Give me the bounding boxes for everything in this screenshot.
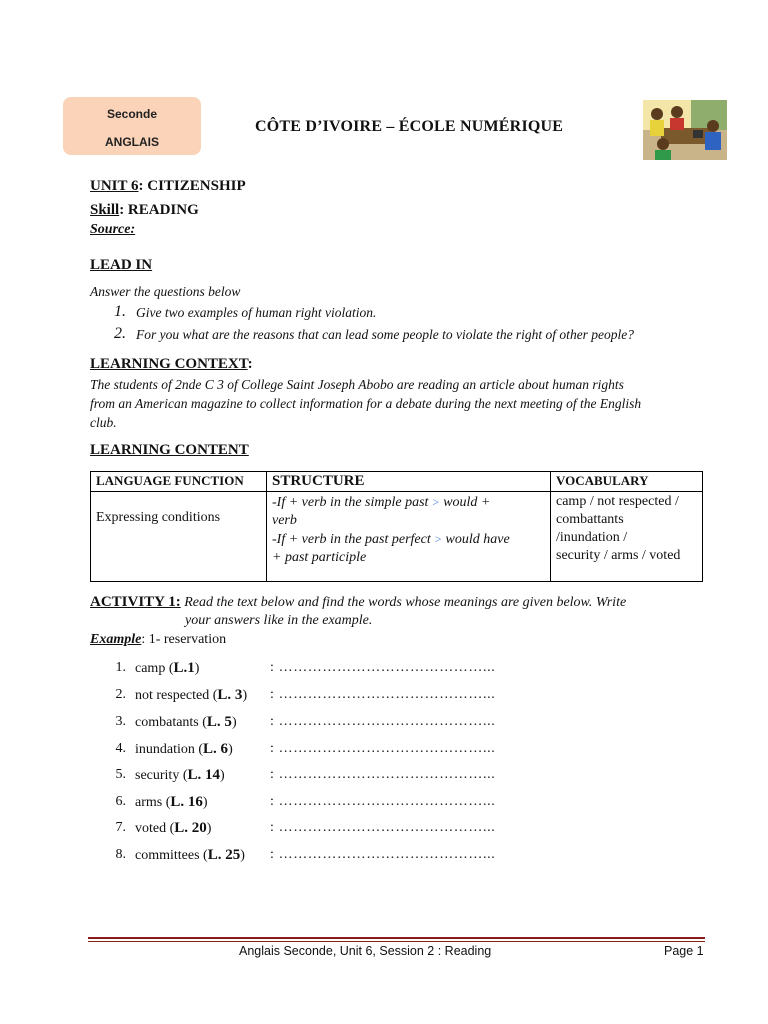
- item-number: 3.: [115, 714, 126, 729]
- answer-blank: : ……………………………………...: [270, 820, 496, 835]
- unit-value: : CITIZENSHIP: [138, 178, 246, 194]
- question-item: [114, 327, 714, 345]
- skill-value: : READING: [119, 202, 199, 218]
- structure-text: would +: [443, 495, 491, 510]
- line-ref: L.1: [173, 660, 195, 676]
- header-language-function: LANGUAGE FUNCTION: [91, 472, 267, 492]
- item-word: [135, 767, 225, 784]
- answer-blank: : ……………………………………...: [270, 847, 496, 862]
- activity-line-1: [90, 594, 626, 611]
- word-text: arms (: [135, 795, 171, 810]
- answer-blank: : ……………………………………...: [270, 660, 496, 675]
- answer-blank: : ……………………………………...: [270, 767, 496, 782]
- page-number: Page 1: [664, 944, 704, 958]
- footer-rule: [88, 937, 705, 939]
- line-ref: L. 5: [206, 714, 232, 730]
- line-ref: L. 20: [174, 820, 207, 836]
- classroom-illustration-icon: [643, 100, 727, 160]
- list-item: [112, 820, 612, 840]
- item-word: [135, 741, 233, 758]
- answer-blank: : ……………………………………...: [270, 741, 496, 756]
- question-text: Give two examples of human right violation.: [136, 305, 377, 320]
- item-number: 6.: [115, 794, 126, 809]
- vocabulary-cell: [551, 492, 703, 582]
- learning-context-heading: [90, 356, 253, 373]
- line-ref: L. 25: [207, 847, 241, 863]
- word-close: ): [202, 795, 208, 810]
- structure-text: verb: [272, 513, 297, 528]
- question-text: For you what are the reasons that can lead some people to violate the right of other people?: [136, 327, 635, 342]
- item-word: [135, 794, 208, 811]
- unit-label: UNIT 6: [90, 178, 139, 194]
- list-item: [112, 714, 612, 734]
- word-close: ): [206, 821, 212, 836]
- structure-cell: [267, 492, 551, 582]
- header-structure: STRUCTURE: [267, 472, 551, 492]
- context-line: from an American magazine to collect information for a debate during the next meeting of the English: [90, 396, 642, 411]
- learning-content-heading: LEARNING CONTENT: [90, 442, 249, 458]
- word-text: committees (: [135, 848, 208, 863]
- question-item: [114, 305, 714, 323]
- structure-text: + past participle: [272, 550, 367, 565]
- structure-text: would have: [445, 532, 510, 547]
- vocabulary-line: security / arms / voted: [556, 548, 681, 563]
- list-item: [112, 687, 612, 707]
- answer-blank: : ……………………………………...: [270, 687, 496, 702]
- question-number: 2.: [114, 325, 126, 342]
- learning-content-table: [90, 471, 703, 582]
- lead-in-heading: LEAD IN: [90, 257, 153, 273]
- item-word: [135, 847, 245, 864]
- line-ref: L. 3: [217, 687, 243, 703]
- word-close: ): [242, 688, 248, 703]
- skill-label: Skill: [90, 202, 120, 218]
- learning-context-body: [90, 375, 710, 432]
- learning-context-title: LEARNING CONTEXT: [90, 356, 248, 372]
- item-number: 5.: [115, 767, 126, 782]
- answer-blank: : ……………………………………...: [270, 714, 496, 729]
- item-number: 1.: [115, 660, 126, 675]
- item-number: 7.: [115, 820, 126, 835]
- source-label: Source:: [90, 222, 136, 237]
- item-word: [135, 820, 211, 837]
- word-text: combatants (: [135, 715, 207, 730]
- item-number: 2.: [115, 687, 126, 702]
- item-number: 8.: [115, 847, 126, 862]
- word-text: security (: [135, 768, 188, 783]
- example-value: : 1- reservation: [141, 632, 227, 647]
- badge-subject: ANGLAIS: [105, 135, 159, 149]
- word-text: inundation (: [135, 742, 204, 757]
- example-label: Example: [90, 632, 142, 647]
- context-line: The students of 2nde C 3 of College Saint Joseph Abobo are reading an article about human rights: [90, 377, 624, 392]
- level-badge: [63, 97, 201, 155]
- list-item: [112, 660, 612, 680]
- arrow-right-icon: >: [434, 532, 442, 546]
- vocabulary-line: /inundation /: [556, 530, 628, 545]
- activity-instruction: Read the text below and find the words whose meanings are given below. Write: [184, 595, 627, 610]
- lead-in-instruction: Answer the questions below: [90, 284, 241, 299]
- badge-level: Seconde: [106, 107, 157, 121]
- structure-text: -If + verb in the past perfect: [272, 532, 431, 547]
- activity-instruction-cont: your answers like in the example.: [185, 613, 373, 628]
- item-word: [135, 660, 199, 677]
- page-title: CÔTE D’IVOIRE – ÉCOLE NUMÉRIQUE: [255, 118, 564, 135]
- answer-blank: : ……………………………………...: [270, 794, 496, 809]
- vocabulary-line: combattants: [556, 512, 624, 527]
- word-close: ): [194, 661, 200, 676]
- unit-line: [90, 178, 246, 195]
- item-word: [135, 687, 247, 704]
- footer-session-info: Anglais Seconde, Unit 6, Session 2 : Reading: [239, 944, 492, 958]
- word-close: ): [220, 768, 225, 783]
- item-number: 4.: [115, 741, 126, 756]
- arrow-right-icon: >: [432, 495, 440, 509]
- header-vocabulary: VOCABULARY: [551, 472, 703, 492]
- vocabulary-line: camp / not respected /: [556, 494, 679, 509]
- question-number: 1.: [114, 303, 126, 320]
- word-text: not respected (: [135, 688, 218, 703]
- function-cell: Expressing conditions: [91, 492, 267, 582]
- word-text: camp (: [135, 661, 174, 676]
- list-item: [112, 767, 612, 787]
- word-close: ): [240, 848, 245, 863]
- word-close: ): [231, 715, 237, 730]
- list-item: [112, 794, 612, 814]
- footer-rule: [88, 941, 705, 942]
- word-close: ): [228, 742, 233, 757]
- learning-context-colon: :: [247, 356, 253, 372]
- word-text: voted (: [135, 821, 175, 836]
- skill-line: [90, 202, 199, 219]
- activity-label: ACTIVITY 1:: [90, 594, 181, 610]
- context-line: club.: [90, 415, 117, 430]
- example-line: [90, 632, 226, 648]
- line-ref: L. 16: [170, 794, 203, 810]
- list-item: [112, 847, 612, 867]
- item-word: [135, 714, 237, 731]
- list-item: [112, 741, 612, 761]
- structure-text: -If + verb in the simple past: [272, 495, 429, 510]
- line-ref: L. 6: [203, 741, 229, 757]
- line-ref: L. 14: [187, 767, 220, 783]
